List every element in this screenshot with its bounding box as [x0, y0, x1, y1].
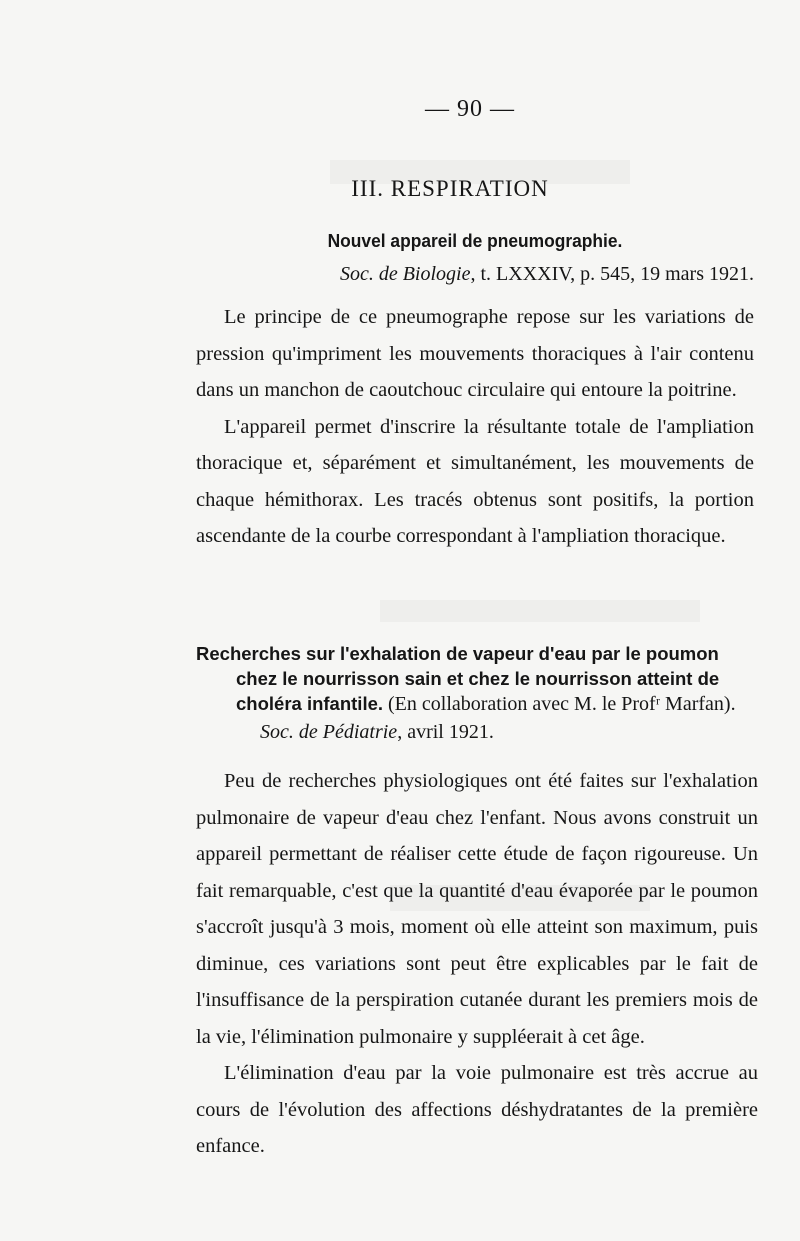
page-number: — 90 — [425, 96, 515, 122]
article-body [196, 299, 754, 555]
bleed-through [380, 600, 700, 622]
article-title [196, 641, 758, 717]
article-body [196, 763, 758, 1165]
source-details: , t. LXXXIV, p. 545, 19 mars 1921. [470, 263, 754, 285]
source-journal: Soc. de Biologie [339, 263, 471, 285]
article-title: Nouvel appareil de pneumographie. [327, 230, 623, 251]
article-title-collaboration: (En collaboration avec M. le Profʳ Marfan). [383, 693, 736, 715]
paragraph: L'élimination d'eau par la voie pulmonaire est très accrue au cours de l'évolution des affections déshydratantes de la première enfance. [196, 1062, 758, 1157]
article-pneumographie [196, 229, 754, 555]
paragraph: Peu de recherches physiologiques ont été faites sur l'exhalation pulmonaire de vapeur d'eau chez l'enfant. Nous avons construit un appareil permettant de réaliser cette étude de façon rigoureuse. Un fait remarquable, c'est que la quantité d'eau évaporée par le poumon s'accroît jusqu'à 3 mois, moment où elle atteint son maximum, puis diminue, ces variations sont peut être explicables par le fait de l'insuffisance de la perspiration cutanée durant les premiers mois de la vie, l'élimination pulmonaire y suppléerait à cet âge. [196, 770, 758, 1048]
source-journal: Soc. de Pédiatrie [260, 721, 398, 743]
paragraph: L'appareil permet d'inscrire la résultante totale de l'ampliation thoracique et, séparément et simultanément, les mouvements de chaque hémithorax. Les tracés obtenus sont positifs, la portion ascendante de la courbe correspondant à l'ampliation thoracique. [196, 415, 754, 547]
article-source [196, 261, 754, 287]
source-details: , avril 1921. [397, 721, 494, 743]
article-title-bold: Recherches sur l'exhalation de vapeur d'eau par le poumon chez le nourrisson sain et chez le nourrisson atteint de choléra infantile. [196, 643, 720, 714]
article-exhalation [196, 641, 758, 1165]
section-title: III. RESPIRATION [351, 176, 549, 201]
article-source [260, 719, 758, 745]
paragraph: Le principe de ce pneumographe repose sur les variations de pression qu'impriment les mouvements thoraciques à l'air contenu dans un manchon de caoutchouc circulaire qui entoure la poitrine. [196, 306, 754, 401]
